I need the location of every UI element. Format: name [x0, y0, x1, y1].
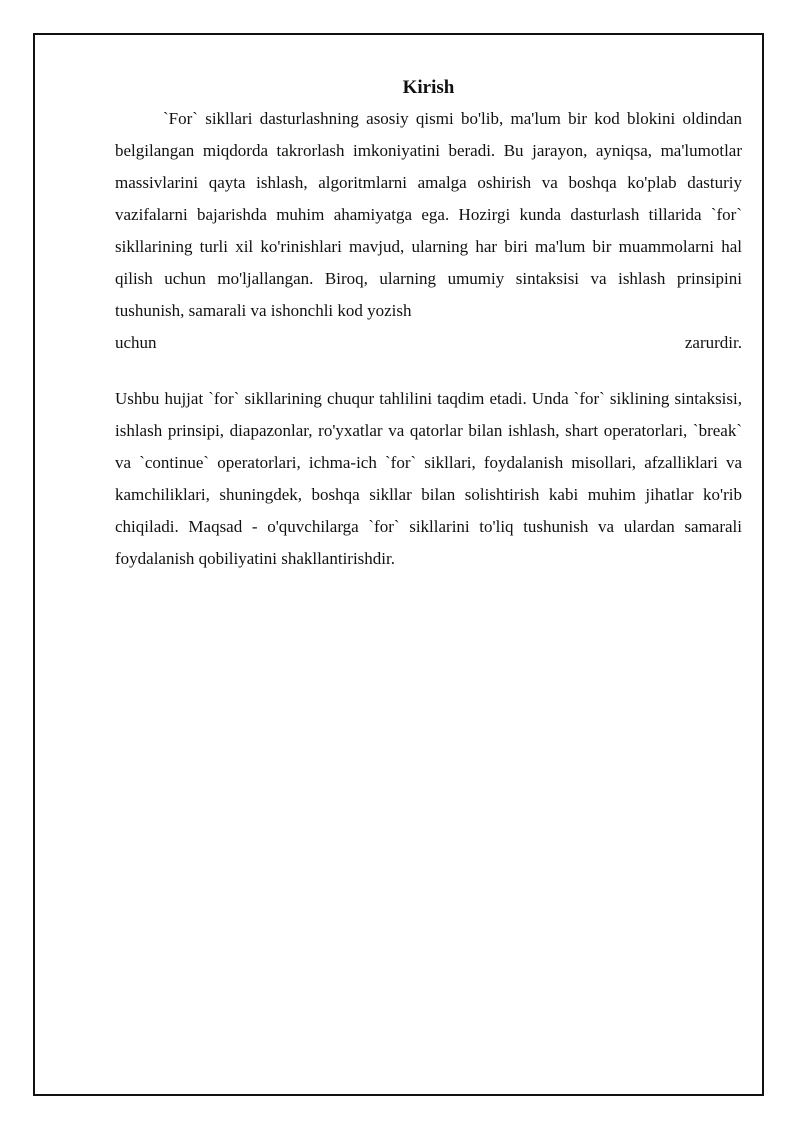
paragraph-spacer: [115, 359, 742, 383]
document-title: Kirish: [402, 77, 455, 98]
document-body: [115, 75, 742, 575]
paragraph-scope: Ushbu hujjat `for` sikllarining chuqur tahlilini taqdim etadi. Unda `for` siklining sintaksisi, ishlash prinsipi, diapazonlar, ro'yxatlar va qatorlar bilan ishlash, shart operatorlari, `break` va `continue` operatorlari, ichma-ich `for` sikllari, foydalanish misollari, afzalliklari va kamchiliklari, shuningdek, boshqa sikllar bilan solishtirish kabi muhim jihatlar ko'rib chiqiladi. Maqsad - o'quvchilarga `for` sikllarini to'liq tushunish va ulardan samarali foydalanish qobiliyatini shakllantirishdir.: [115, 389, 742, 568]
paragraph-intro-text: `For` sikllari dasturlashning asosiy qismi bo'lib, ma'lum bir kod blokini oldindan belgilangan miqdorda takrorlash imkoniyatini beradi. Bu jarayon, ayniqsa, ma'lumotlar massivlarini qayta ishlash, algoritmlarni amalga oshirish va boshqa ko'plab dasturiy vazifalarni bajarishda muhim ahamiyatga ega. Hozirgi kunda dasturlash tillarida `for` sikllarining turli xil ko'rinishlari mavjud, ularning har biri ma'lum bir muammolarni hal qilish uchun mo'ljallangan. Biroq, ularning umumiy sintaksisi va ishlash prinsipini tushunish, samarali va ishonchli kod yozish: [115, 109, 742, 320]
paragraph-intro-last-line: uchun zarurdir.: [115, 333, 742, 352]
paragraph-intro: [115, 103, 742, 327]
